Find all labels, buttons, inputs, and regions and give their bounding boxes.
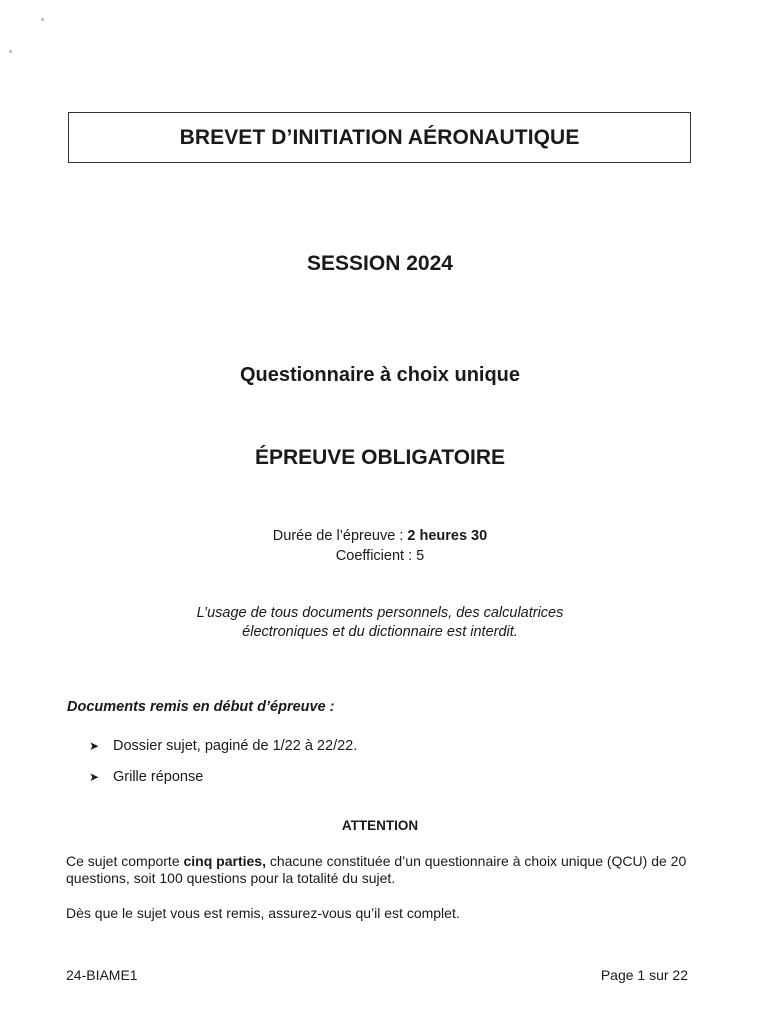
- attention-paragraph-2: Dès que le sujet vous est remis, assurez-vous qu’il est complet.: [66, 905, 460, 921]
- footer-page-number: Page 1 sur 22: [600, 967, 688, 983]
- duration-label: Durée de l’épreuve :: [272, 528, 408, 544]
- epreuve-heading: ÉPREUVE OBLIGATOIRE: [254, 446, 506, 469]
- documents-heading: Documents remis en début d’épreuve :: [67, 699, 335, 715]
- usage-notice-line-2: électroniques et du dictionnaire est interdit.: [242, 624, 518, 640]
- exam-type-heading: Questionnaire à choix unique: [239, 364, 521, 386]
- usage-notice: [0, 604, 760, 642]
- list-item-label: Dossier sujet, paginé de 1/22 à 22/22.: [113, 738, 358, 754]
- list-item: [89, 769, 203, 785]
- coefficient-line: Coefficient : 5: [335, 548, 425, 564]
- usage-notice-line-1: L’usage de tous documents personnels, des calculatrices: [196, 605, 564, 621]
- para1-bold: cinq parties,: [183, 853, 266, 869]
- attention-heading: ATTENTION: [341, 818, 419, 833]
- session-heading: SESSION 2024: [307, 252, 453, 275]
- list-item: [89, 738, 357, 754]
- duration-line: [0, 528, 760, 544]
- attention-paragraph-1: [66, 853, 696, 887]
- document-title: BREVET D’INITIATION AÉRONAUTIQUE: [179, 125, 580, 149]
- para1-before: Ce sujet comporte: [66, 853, 184, 869]
- arrowhead-bullet-icon: ➤: [89, 739, 100, 753]
- title-box: [68, 112, 691, 163]
- list-item-label: Grille réponse: [113, 769, 204, 785]
- footer-code: 24-BIAME1: [66, 967, 138, 983]
- scan-speck: [9, 50, 12, 53]
- duration-value: 2 heures 30: [407, 528, 488, 544]
- scan-speck: [41, 18, 44, 21]
- arrowhead-bullet-icon: ➤: [89, 770, 100, 784]
- para1-after: chacune constituée d’un questionnaire à choix unique (QCU) de 20 questions, soit 100 questions pour la totalité du sujet.: [66, 853, 687, 886]
